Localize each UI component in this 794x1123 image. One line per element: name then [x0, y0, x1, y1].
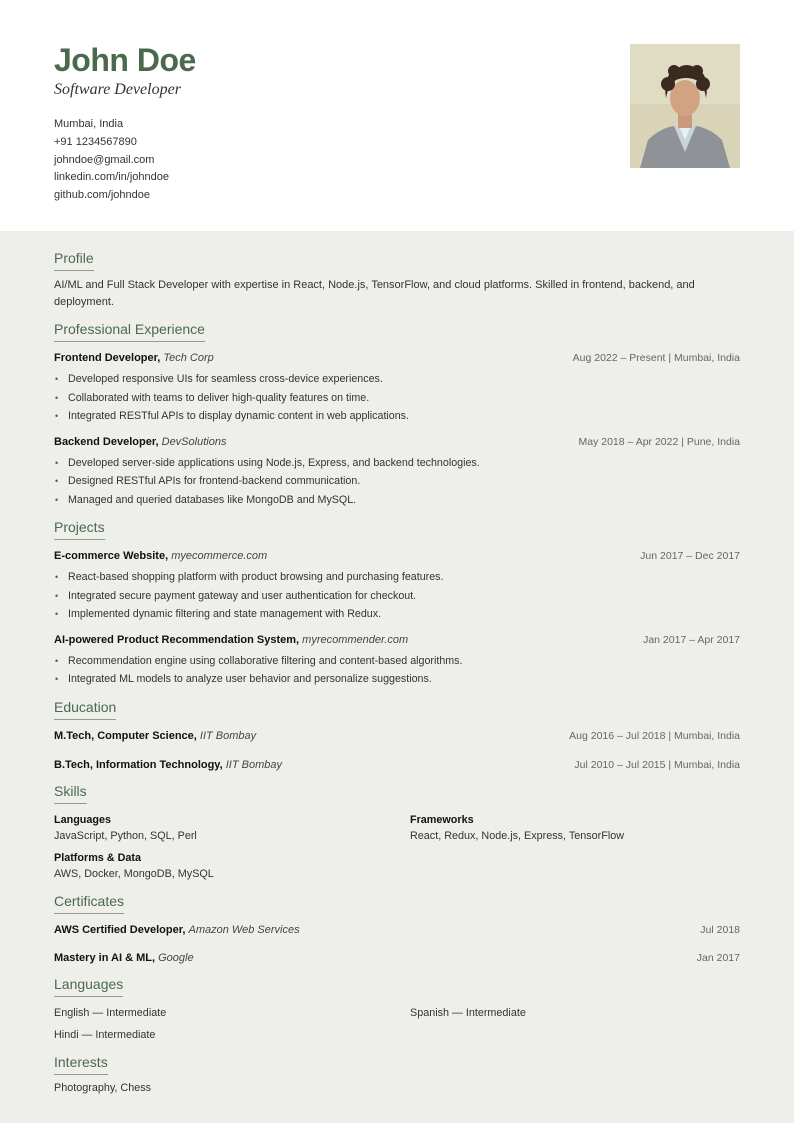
- profile-photo-image: [630, 44, 740, 168]
- skill-group: [54, 812, 410, 845]
- institution-name: IIT Bombay: [199, 729, 257, 742]
- entry-meta: May 2018 – Apr 2022 | Pune, India: [578, 435, 740, 448]
- skill-label: Languages: [54, 813, 111, 826]
- contact-list: [54, 116, 169, 205]
- section-heading: Interests: [54, 1054, 108, 1075]
- certificate-name: Mastery in AI & ML,: [54, 951, 156, 964]
- degree-name: B.Tech, Information Technology,: [54, 758, 223, 771]
- section-heading: Skills: [54, 783, 87, 804]
- entry-meta: Jan 2017 – Apr 2017: [643, 633, 740, 646]
- skill-label: Platforms & Data: [54, 851, 141, 864]
- project-name: AI-powered Product Recommendation System,: [54, 633, 300, 646]
- section-heading: Profile: [54, 250, 94, 271]
- interests-section: [54, 1054, 740, 1094]
- location-text: Mumbai, India: [54, 118, 124, 130]
- bullet-item: • Implemented dynamic filtering and state management with Redux.: [68, 605, 740, 624]
- resume-body: [54, 250, 740, 1104]
- experience-entry: [54, 435, 740, 510]
- entry-meta: Aug 2022 – Present | Mumbai, India: [572, 352, 740, 364]
- skill-value: React, Redux, Node.js, Express, TensorFlow: [410, 829, 625, 842]
- section-heading: Projects: [54, 519, 105, 540]
- entry-meta: Jan 2017: [696, 951, 740, 964]
- issuer-name: Google: [158, 951, 194, 964]
- skill-label: Frameworks: [410, 813, 474, 826]
- bullet-item: • Managed and queried databases like MongoDB and MySQL.: [68, 491, 740, 510]
- candidate-name: John Doe: [54, 42, 196, 78]
- email-link[interactable]: johndoe@gmail.com: [54, 153, 155, 166]
- candidate-title: Software Developer: [54, 81, 181, 98]
- github-link[interactable]: github.com/johndoe: [54, 189, 151, 202]
- entry-meta: Jul 2010 – Jul 2015 | Mumbai, India: [574, 758, 740, 771]
- phone-text: +91 1234567890: [54, 135, 137, 148]
- skills-section: [54, 783, 740, 883]
- resume-header: [0, 0, 794, 231]
- section-heading: Languages: [54, 976, 123, 997]
- language-item: English — Intermediate: [54, 1006, 167, 1019]
- skill-value: JavaScript, Python, SQL, Perl: [54, 829, 197, 842]
- linkedin-link[interactable]: linkedin.com/in/johndoe: [54, 171, 169, 184]
- profile-section: [54, 250, 740, 311]
- bullet-item: • Integrated secure payment gateway and user authentication for checkout.: [68, 587, 740, 606]
- section-heading: Certificates: [54, 893, 124, 914]
- experience-section: [54, 321, 740, 509]
- profile-photo: [630, 44, 740, 168]
- issuer-name: Amazon Web Services: [188, 923, 300, 936]
- bullet-item: • Collaborated with teams to deliver high-quality features on time.: [68, 389, 740, 408]
- language-item: Spanish — Intermediate: [410, 1006, 526, 1019]
- company-name: DevSolutions: [161, 435, 227, 448]
- project-entry: [54, 633, 740, 689]
- interests-text: Photography, Chess: [54, 1081, 152, 1094]
- education-entry: [54, 758, 740, 773]
- certificate-name: AWS Certified Developer,: [54, 923, 186, 936]
- bullet-item: • Integrated ML models to analyze user behavior and personalize suggestions.: [68, 670, 740, 689]
- entry-meta: Jul 2018: [700, 923, 740, 936]
- languages-section: [54, 976, 740, 1044]
- project-entry: [54, 549, 740, 624]
- job-role: Backend Developer,: [54, 435, 159, 448]
- project-link[interactable]: myrecommender.com: [302, 633, 409, 646]
- bullet-item: • Developed server-side applications using Node.js, Express, and backend technologies.: [68, 454, 740, 473]
- skill-value: AWS, Docker, MongoDB, MySQL: [54, 867, 214, 880]
- project-link[interactable]: myecommerce.com: [171, 550, 268, 562]
- language-item: Hindi — Intermediate: [54, 1028, 156, 1041]
- certificate-entry: [54, 923, 740, 938]
- job-role: Frontend Developer,: [54, 352, 161, 364]
- skill-group: [54, 850, 410, 883]
- education-entry: [54, 729, 740, 744]
- bullet-item: • Integrated RESTful APIs to display dynamic content in web applications.: [68, 407, 740, 426]
- education-section: [54, 699, 740, 773]
- company-name: Tech Corp: [163, 352, 214, 364]
- skill-group: [410, 812, 740, 845]
- section-heading: Education: [54, 699, 116, 720]
- section-heading: Professional Experience: [54, 321, 205, 342]
- bullet-item: • Developed responsive UIs for seamless cross-device experiences.: [68, 370, 740, 389]
- institution-name: IIT Bombay: [225, 758, 282, 771]
- bullet-item: • React-based shopping platform with product browsing and purchasing features.: [68, 568, 740, 587]
- entry-meta: Jun 2017 – Dec 2017: [640, 550, 740, 562]
- bullet-item: • Recommendation engine using collaborative filtering and content-based algorithms.: [68, 652, 740, 671]
- profile-summary: AI/ML and Full Stack Developer with expertise in React, Node.js, TensorFlow, and cloud platforms. Skilled in frontend, backend, and deployment.: [54, 279, 695, 308]
- project-name: E-commerce Website,: [54, 550, 169, 562]
- projects-section: [54, 519, 740, 689]
- bullet-item: • Designed RESTful APIs for frontend-backend communication.: [68, 472, 740, 491]
- experience-entry: [54, 351, 740, 426]
- certificate-entry: [54, 951, 740, 966]
- entry-meta: Aug 2016 – Jul 2018 | Mumbai, India: [569, 729, 740, 742]
- certificates-section: [54, 893, 740, 966]
- degree-name: M.Tech, Computer Science,: [54, 729, 197, 742]
